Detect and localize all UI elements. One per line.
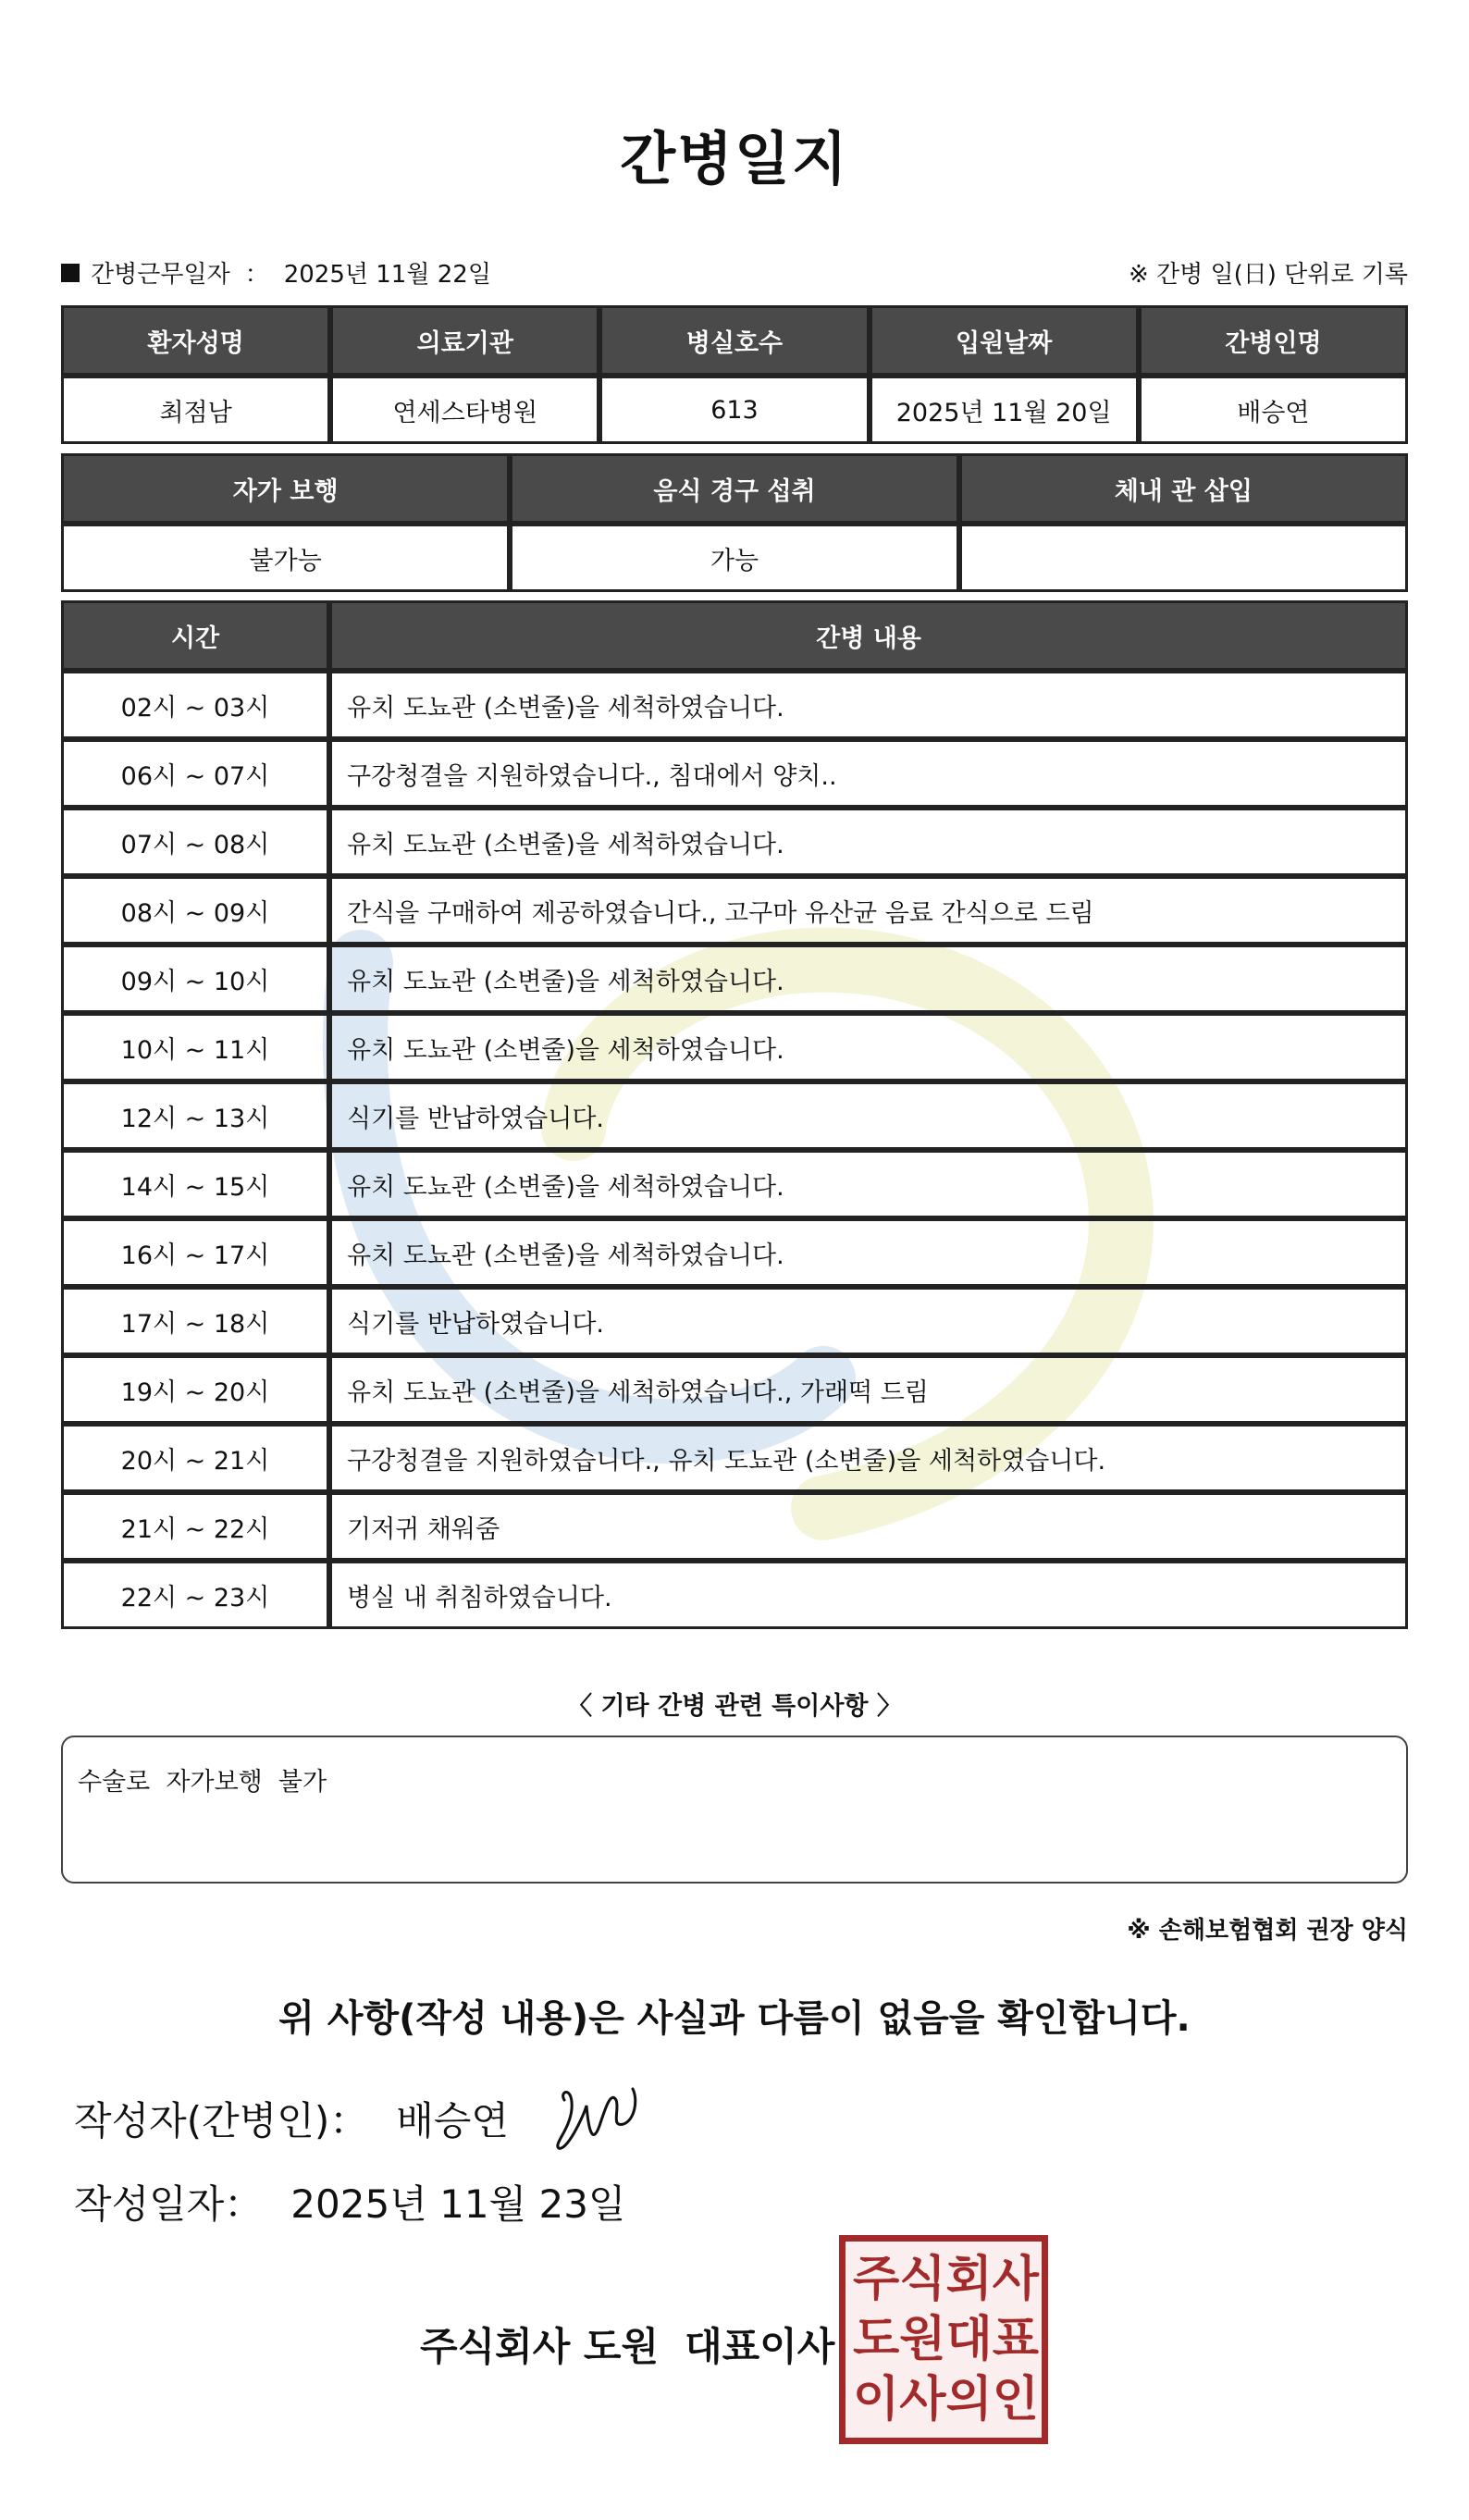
square-bullet-icon xyxy=(61,264,80,282)
meta-row xyxy=(61,255,1408,292)
patient-info-value-row xyxy=(61,376,1408,444)
care-log-row xyxy=(61,808,1408,876)
work-date-label: 간병근무일자 xyxy=(91,261,230,289)
care-content: 유치 도뇨관 (소변줄)을 세척하였습니다. xyxy=(329,1150,1408,1218)
seal-character: 대 xyxy=(945,2311,993,2367)
care-content: 기저귀 채워줌 xyxy=(329,1492,1408,1561)
care-content: 유치 도뇨관 (소변줄)을 세척하였습니다. xyxy=(329,1218,1408,1287)
company-line xyxy=(420,2316,834,2372)
patient-info-table xyxy=(61,305,1408,444)
header-hospital: 의료기관 xyxy=(330,305,599,376)
care-log-row xyxy=(61,1355,1408,1424)
care-time: 21시 ~ 22시 xyxy=(61,1492,329,1561)
seal-character: 사 xyxy=(992,2251,1039,2307)
care-log-row xyxy=(61,1561,1408,1629)
header-caregiver: 간병인명 xyxy=(1139,305,1408,376)
care-time: 10시 ~ 11시 xyxy=(61,1013,329,1081)
confirmation-statement: 위 사항(작성 내용)은 사실과 다름이 없음을 확인합니다. xyxy=(278,1997,1191,2040)
document-title: 간병일지 xyxy=(620,125,849,192)
care-time: 16시 ~ 17시 xyxy=(61,1218,329,1287)
care-content: 식기를 반납하였습니다. xyxy=(329,1287,1408,1355)
status-header-row xyxy=(61,453,1408,524)
writer-label: 작성자(간병인)： xyxy=(74,2098,369,2143)
header-tube-insertion: 체내 관 삽입 xyxy=(959,453,1408,524)
status-value-row xyxy=(61,524,1408,592)
header-room: 병실호수 xyxy=(599,305,869,376)
self-walking-value: 불가능 xyxy=(61,524,510,592)
care-content: 유치 도뇨관 (소변줄)을 세척하였습니다. xyxy=(329,945,1408,1013)
seal-character: 인 xyxy=(992,2372,1039,2428)
patient-info-header-row xyxy=(61,305,1408,376)
care-time: 17시 ~ 18시 xyxy=(61,1287,329,1355)
care-time: 12시 ~ 13시 xyxy=(61,1081,329,1150)
patient-name: 최점남 xyxy=(61,376,330,444)
company-seal-stamp xyxy=(839,2235,1048,2444)
care-content: 유치 도뇨관 (소변줄)을 세척하였습니다., 가래떡 드림 xyxy=(329,1355,1408,1424)
care-content: 병실 내 취침하였습니다. xyxy=(329,1561,1408,1629)
care-log-row xyxy=(61,1013,1408,1081)
care-time: 14시 ~ 15시 xyxy=(61,1150,329,1218)
care-log-row xyxy=(61,671,1408,739)
room-number: 613 xyxy=(599,376,869,444)
care-time: 09시 ~ 10시 xyxy=(61,945,329,1013)
notes-box: 수술로 자가보행 불가 xyxy=(61,1736,1408,1884)
company-name: 주식회사 도원 xyxy=(420,2324,660,2369)
write-date-value: 2025년 11월 23일 xyxy=(290,2181,626,2227)
care-time: 20시 ~ 21시 xyxy=(61,1424,329,1492)
care-log-row xyxy=(61,1150,1408,1218)
header-patient-name: 환자성명 xyxy=(61,305,330,376)
seal-character: 표 xyxy=(992,2311,1039,2367)
seal-character: 원 xyxy=(899,2311,946,2367)
oral-intake-value: 가능 xyxy=(510,524,958,592)
care-content: 식기를 반납하였습니다. xyxy=(329,1081,1408,1150)
company-title: 대표이사 xyxy=(685,2324,835,2369)
tube-insertion-value xyxy=(959,524,1408,592)
header-time: 시간 xyxy=(61,600,329,671)
care-time: 02시 ~ 03시 xyxy=(61,671,329,739)
care-log-rows xyxy=(61,671,1408,1629)
care-time: 19시 ~ 20시 xyxy=(61,1355,329,1424)
work-date xyxy=(61,255,491,290)
care-log-table xyxy=(61,600,1408,1629)
care-content: 간식을 구매하여 제공하였습니다., 고구마 유산균 음료 간식으로 드림 xyxy=(329,876,1408,945)
header-oral-intake: 음식 경구 섭취 xyxy=(510,453,958,524)
seal-character: 사 xyxy=(899,2372,946,2428)
recommend-note: ※ 손해보험협회 권장 양식 xyxy=(1127,1917,1408,1945)
date-line xyxy=(74,2174,626,2230)
care-content: 유치 도뇨관 (소변줄)을 세척하였습니다. xyxy=(329,808,1408,876)
caregiver-name: 배승연 xyxy=(1139,376,1408,444)
write-date-label: 작성일자： xyxy=(74,2181,264,2227)
work-date-value: 2025년 11월 22일 xyxy=(283,261,491,289)
record-note: ※ 간병 일(日) 단위로 기록 xyxy=(1128,261,1408,289)
care-time: 06시 ~ 07시 xyxy=(61,739,329,808)
care-log-row xyxy=(61,1424,1408,1492)
care-log-row xyxy=(61,1492,1408,1561)
care-time: 22시 ~ 23시 xyxy=(61,1561,329,1629)
care-log-row xyxy=(61,876,1408,945)
seal-character: 식 xyxy=(899,2251,946,2307)
seal-character: 회 xyxy=(945,2251,993,2307)
care-content: 구강청결을 지원하였습니다., 유치 도뇨관 (소변줄)을 세척하였습니다. xyxy=(329,1424,1408,1492)
care-time: 07시 ~ 08시 xyxy=(61,808,329,876)
header-admission-date: 입원날짜 xyxy=(870,305,1139,376)
care-content: 유치 도뇨관 (소변줄)을 세척하였습니다. xyxy=(329,671,1408,739)
care-log-row xyxy=(61,1218,1408,1287)
seal-character: 의 xyxy=(945,2372,993,2428)
work-date-colon: ： xyxy=(244,261,269,289)
hospital-name: 연세스타병원 xyxy=(330,376,599,444)
writer-name: 배승연 xyxy=(396,2098,509,2143)
care-log-row xyxy=(61,945,1408,1013)
writer-line xyxy=(74,2091,509,2146)
handwritten-signature xyxy=(546,2072,648,2165)
care-log-row xyxy=(61,1287,1408,1355)
admission-date: 2025년 11월 20일 xyxy=(870,376,1139,444)
seal-character: 도 xyxy=(853,2311,900,2367)
seal-character: 이 xyxy=(853,2372,900,2428)
patient-status-table xyxy=(61,453,1408,592)
notes-title: 〈 기타 간병 관련 특이사항 〉 xyxy=(567,1692,902,1721)
care-log-row xyxy=(61,1081,1408,1150)
care-content: 구강청결을 지원하였습니다., 침대에서 양치.. xyxy=(329,739,1408,808)
care-time: 08시 ~ 09시 xyxy=(61,876,329,945)
care-content: 유치 도뇨관 (소변줄)을 세척하였습니다. xyxy=(329,1013,1408,1081)
care-log-row xyxy=(61,739,1408,808)
header-self-walking: 자가 보행 xyxy=(61,453,510,524)
header-care-content: 간병 내용 xyxy=(329,600,1408,671)
care-log-header-row xyxy=(61,600,1408,671)
seal-character: 주 xyxy=(853,2251,900,2307)
